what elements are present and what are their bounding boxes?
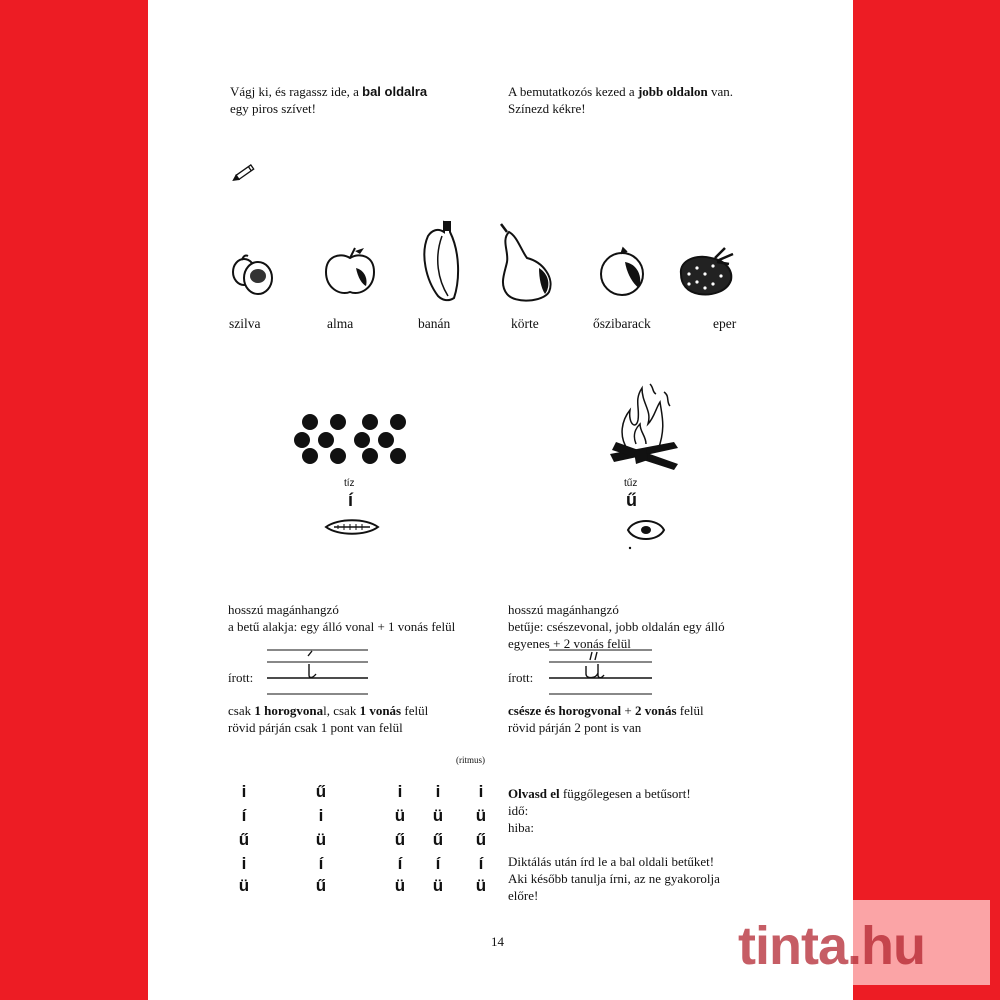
ten-dots-icon [290, 410, 414, 466]
left-note: csak 1 horogvonal, csak 1 vonás felül rövid párján csak 1 pont van felül [228, 703, 429, 735]
grid-letter: i [318, 806, 324, 825]
fruit-label: alma [327, 316, 354, 331]
written-label: írott: [508, 670, 534, 685]
handwriting-lines-u [546, 648, 654, 696]
pencil-icon [232, 160, 260, 184]
grid-letter: i [478, 782, 484, 801]
grid-letter: i [397, 782, 403, 801]
letter-u-long: ű [626, 490, 637, 510]
grid-letter: ü [238, 876, 250, 895]
grid-letter: i [241, 782, 247, 801]
banana-icon [414, 218, 466, 304]
right-note: csésze és horogvonal + 2 vonás felül rövid párján 2 pont is van [508, 703, 704, 735]
apple-icon [322, 244, 378, 298]
grid-letter: ü [432, 806, 444, 825]
grid-letter: ü [394, 876, 406, 895]
exercise-instructions: Olvasd el függőlegesen a betűsort! idő: hiba: Diktálás után írd le a bal oldali betűket! Aki később tanulja írni, az ne gyakorolja előre! [508, 786, 720, 903]
pear-icon [495, 222, 557, 302]
word-label-tiz: tíz [344, 478, 355, 489]
written-label: írott: [228, 670, 254, 685]
fruit-label: körte [511, 316, 539, 331]
grid-letter: í [397, 854, 403, 873]
right-description: hosszú magánhangzó betűje: csészevonal, jobb oldalán egy álló egyenes + 2 vonás felül [508, 602, 725, 651]
page-number: 14 [491, 934, 504, 949]
grid-letter: í [435, 854, 441, 873]
fruit-label: banán [418, 316, 451, 331]
grid-letter: ű [315, 782, 327, 801]
intro-right: A bemutatkozós kezed a jobb oldalon van. Színezd kékre! [508, 84, 733, 116]
grid-letter: ű [475, 830, 487, 849]
grid-letter: í [318, 854, 324, 873]
mouth-round-icon [624, 514, 668, 554]
grid-letter: ü [432, 876, 444, 895]
fruit-label: szilva [229, 316, 261, 331]
grid-letter: ü [475, 876, 487, 895]
grid-letter: ü [394, 806, 406, 825]
grid-letter: ű [238, 830, 250, 849]
handwriting-lines-i [264, 648, 370, 696]
watermark-text: tinta.hu [738, 916, 925, 976]
grid-letter: i [435, 782, 441, 801]
ritmus-label: (ritmus) [456, 755, 485, 765]
grid-letter: í [478, 854, 484, 873]
grid-letter: ü [475, 806, 487, 825]
intro-left: Vágj ki, és ragassz ide, a bal oldalra egy piros szívet! [230, 84, 428, 116]
grid-letter: ű [315, 876, 327, 895]
plum-icon [228, 250, 280, 300]
grid-letter: í [241, 806, 247, 825]
grid-letter: ü [315, 830, 327, 849]
campfire-icon [604, 380, 684, 472]
grid-letter: ű [394, 830, 406, 849]
grid-letter: ű [432, 830, 444, 849]
left-description: hosszú magánhangzó a betű alakja: egy álló vonal + 1 vonás felül [228, 602, 456, 634]
fruit-label: őszibarack [593, 316, 651, 331]
word-label-tuz: tűz [624, 478, 638, 489]
mouth-wide-icon [324, 516, 380, 538]
letter-i-long: í [348, 490, 354, 510]
fruit-label: eper [713, 316, 737, 331]
peach-icon [595, 246, 649, 298]
strawberry-icon [675, 244, 739, 298]
grid-letter: i [241, 854, 247, 873]
